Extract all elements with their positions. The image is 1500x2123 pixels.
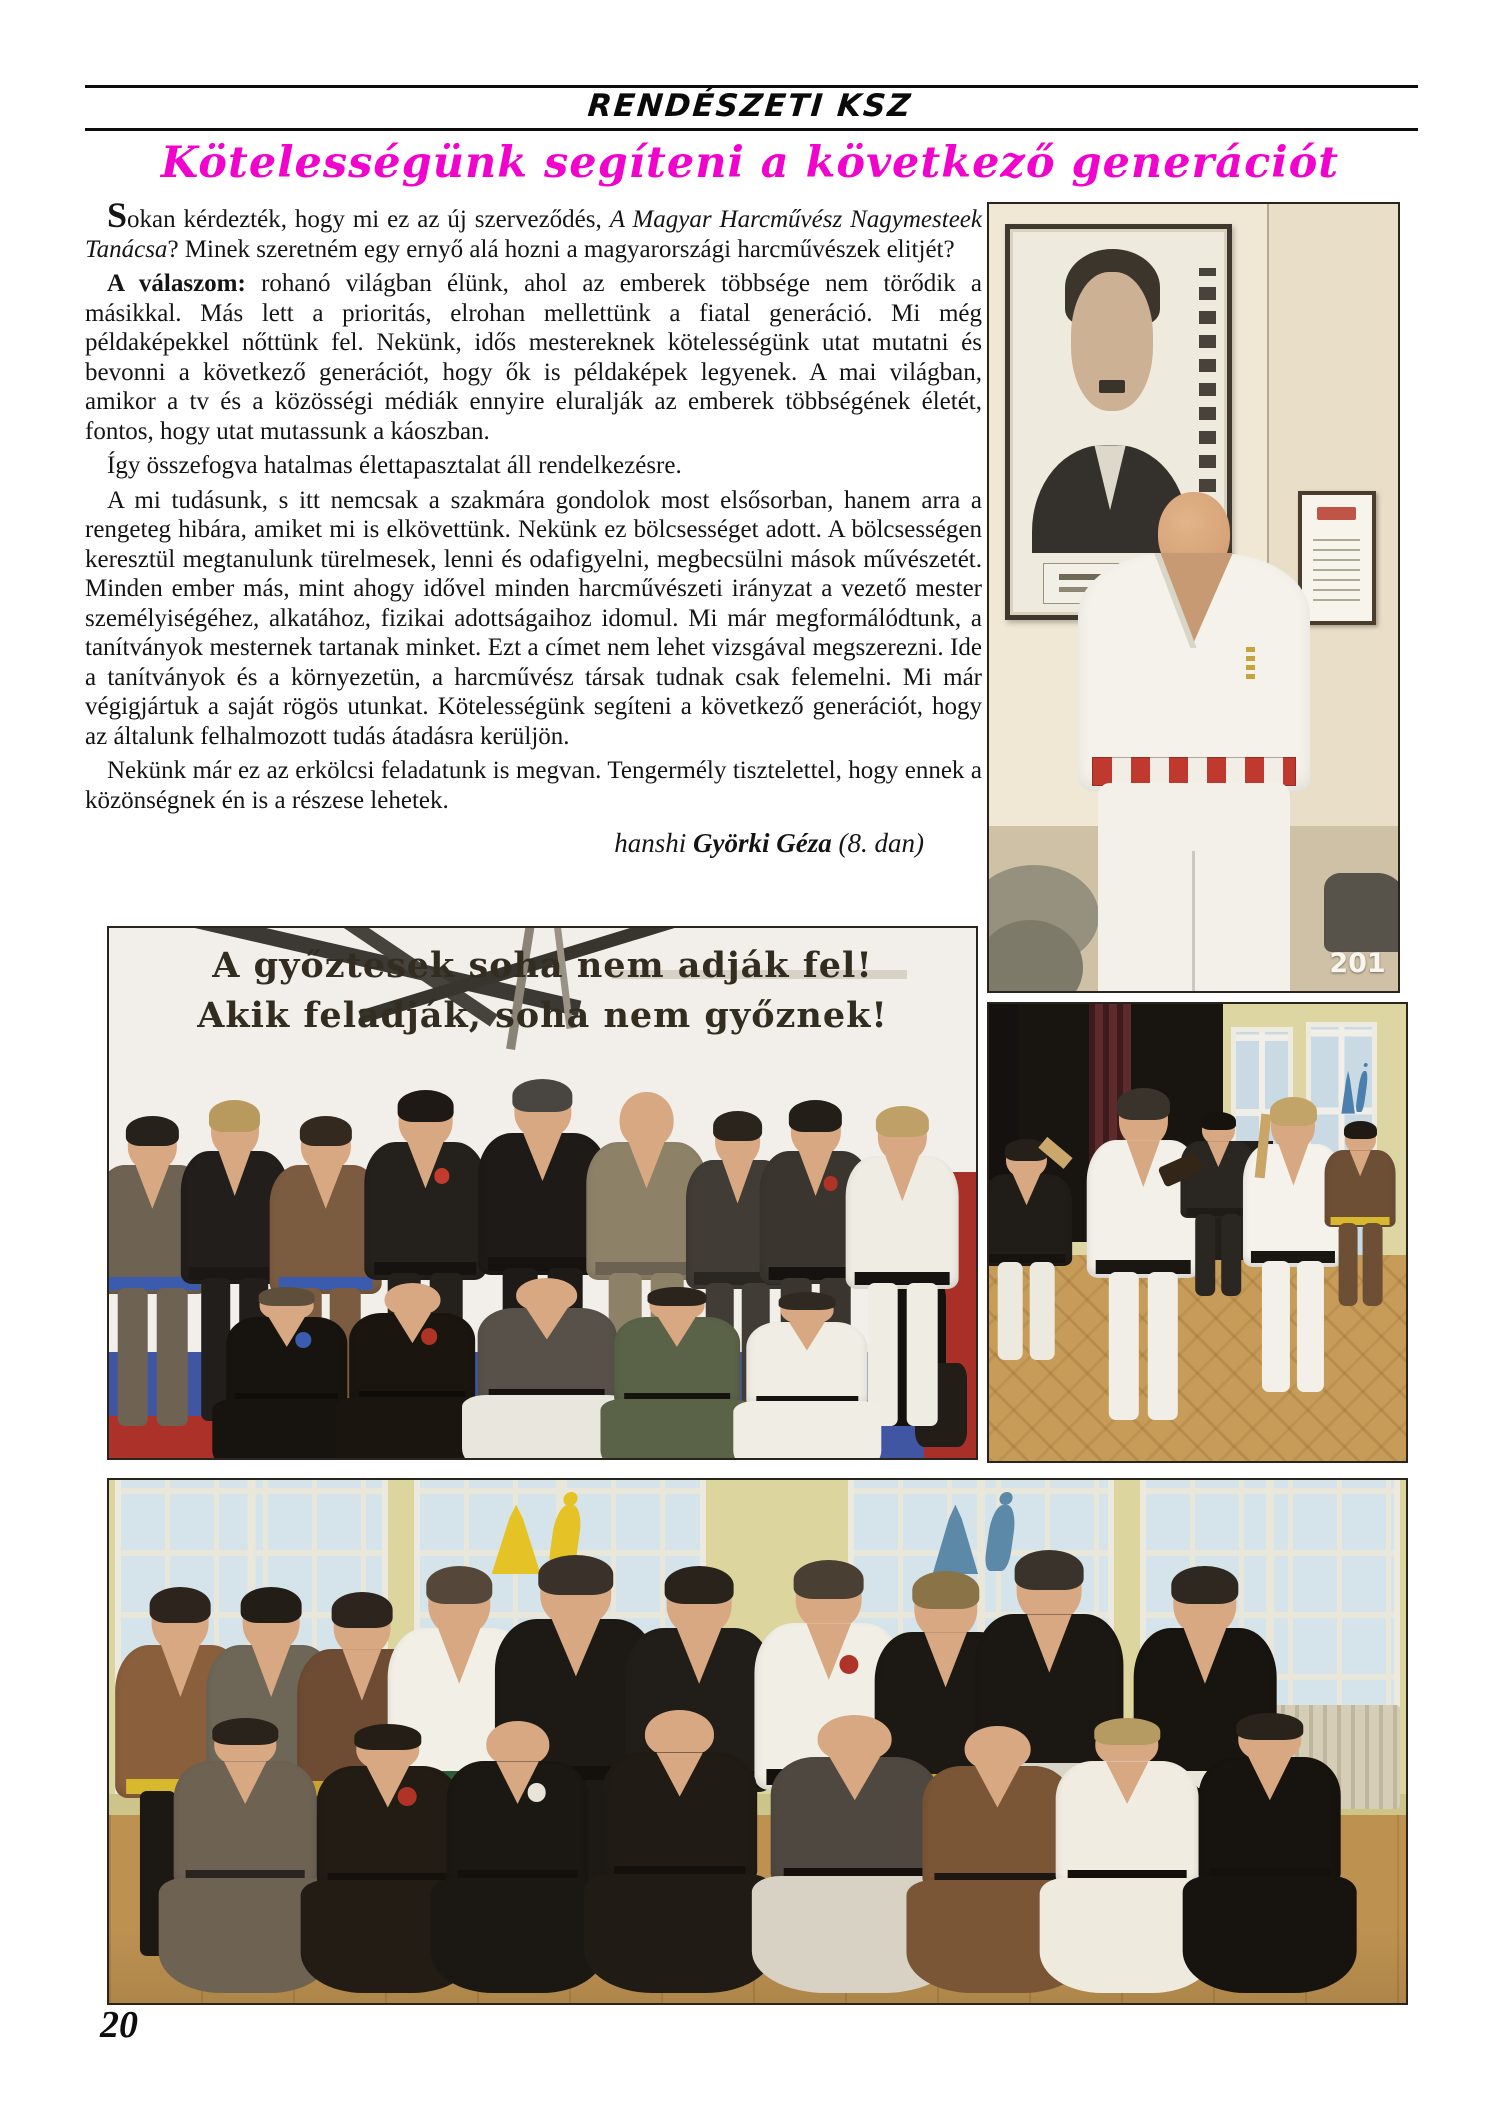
header-rule-bottom bbox=[85, 128, 1418, 131]
dancers-window-decal bbox=[1341, 1059, 1366, 1114]
signature-suffix: (8. dan) bbox=[831, 828, 924, 858]
person-head bbox=[818, 1715, 892, 1762]
person-head bbox=[645, 1710, 713, 1758]
paragraph-2-lead: A válaszom: bbox=[107, 270, 246, 297]
gi-patch bbox=[295, 1332, 311, 1348]
person-figure bbox=[987, 1141, 1072, 1360]
wall-text-line-2: Akik feladják, soha nem győznek! bbox=[197, 994, 888, 1036]
drop-cap: S bbox=[107, 195, 128, 235]
person-head bbox=[965, 1726, 1031, 1771]
person-head bbox=[649, 1288, 704, 1320]
person-head bbox=[428, 1569, 491, 1636]
person-head bbox=[796, 1564, 862, 1632]
signature-name: Györki Géza bbox=[693, 828, 832, 858]
person-gi bbox=[770, 1757, 939, 1885]
person-figure bbox=[602, 1710, 758, 1992]
author-signature bbox=[85, 829, 982, 859]
person-head bbox=[1017, 1553, 1083, 1622]
person-head bbox=[1119, 1091, 1169, 1147]
signature-prefix: hanshi bbox=[614, 828, 694, 858]
person-gi bbox=[1325, 1150, 1396, 1227]
gi-patch bbox=[839, 1655, 858, 1674]
paragraph-2-text: rohanó világban élünk, ahol az emberek többsége nem törődik a másikkal. Más lett a prioritás, elrohan mellettünk a fiatal generáció. Mi még példaképekkel nőttünk fel. Nekünk, idős mestereknek kötelességünk utat mutatni és bevonni a következő generációt, hogy ők is példaképek legyenek. A mai világban, amikor a tv és a közösségi médiák ennyire eluralják az emberek többségének életét, fontos, hogy utat mutassunk a káoszban. bbox=[85, 270, 982, 445]
person-gi bbox=[174, 1761, 317, 1886]
paragraph-1-text: okan kérdezték, hogy mi ez az új szerveződés, bbox=[127, 206, 610, 233]
person-legs bbox=[117, 1288, 187, 1426]
certificate-text-lines bbox=[1313, 531, 1360, 602]
paragraph-2 bbox=[85, 269, 982, 446]
certificate-logo bbox=[1317, 507, 1356, 521]
wall-text-line-1: A győztesek soha nem adják fel! bbox=[212, 945, 873, 987]
person-figure bbox=[174, 1721, 317, 1993]
article-title: Kötelességünk segíteni a következő generációt bbox=[160, 138, 1340, 188]
person-gi bbox=[923, 1766, 1072, 1889]
paragraph-3-text: Így összefogva hatalmas élettapasztalat áll rendelkezésre. bbox=[107, 452, 682, 479]
hall-group-people bbox=[109, 1480, 1406, 2003]
paragraph-4-text: A mi tudásunk, s itt nemcsak a szakmára gondolok most elsősorban, hanem arra a rengeteg hibára, amiket mi is elkövettünk. Nekünk ez bölcsességet adott. A bölcsességen keresztül megtanulunk türelmesek, lenni és odafigyelni, megbecsülni mások művészetét. Minden ember más, mint ahogy idővel minden harcművészeti irányzat a vezető mester személyiségéhez, alkatához, fizikai adottságaihoz idomul. Mi már megformálódtunk, a tanítványok mesternek tartanak minket. Ezt a címet nem lehet vizsgával megszerezni. Ide a tanítványok és a környezetün, a harcművész társak tudnak csak felemelni. Mi már végigjártuk a saját rögös utunkat. Kötelességünk segíteni a következő generációt, hogy az általunk felhalmozott tudás átadásra kerüljön. bbox=[85, 486, 982, 750]
article-body bbox=[85, 197, 982, 859]
gi-embroidery bbox=[1246, 645, 1255, 679]
person-legs bbox=[600, 1399, 753, 1460]
person-gi bbox=[846, 1156, 959, 1290]
person-gi bbox=[1198, 1757, 1341, 1885]
photo-dojo-group bbox=[107, 926, 978, 1460]
person-head bbox=[1096, 1721, 1159, 1767]
wall-certificate bbox=[1298, 491, 1376, 625]
person-head bbox=[214, 1721, 277, 1767]
red-white-master-belt bbox=[1092, 757, 1296, 786]
person-legs bbox=[1183, 1876, 1357, 1992]
page-number: 20 bbox=[100, 2004, 138, 2046]
person-head bbox=[486, 1721, 549, 1767]
photo-date-stamp: 201 bbox=[1329, 948, 1386, 980]
person-head bbox=[1345, 1123, 1376, 1154]
person-head bbox=[514, 1082, 571, 1140]
person-figure bbox=[614, 1288, 740, 1460]
person-head bbox=[1202, 1114, 1235, 1145]
gi-patch bbox=[434, 1168, 450, 1184]
person-gi bbox=[1056, 1761, 1199, 1886]
person-figure bbox=[1198, 1715, 1341, 1992]
person-head bbox=[1238, 1715, 1301, 1762]
person-gi bbox=[987, 1174, 1072, 1266]
person-head bbox=[128, 1119, 178, 1171]
person-figure bbox=[1056, 1721, 1199, 1993]
person-legs bbox=[867, 1283, 937, 1426]
person-gi bbox=[614, 1317, 740, 1405]
photo-weapons-training bbox=[987, 1002, 1408, 1463]
person-head bbox=[666, 1569, 732, 1636]
person-figure bbox=[477, 1278, 616, 1460]
person-head bbox=[791, 1103, 841, 1157]
paragraph-5-text: Nekünk már ez az erkölcsi feladatunk is megvan. Tengermély tisztelettel, hogy ennek a közönségnek én is a részese lehetek. bbox=[85, 757, 982, 814]
person-head bbox=[152, 1590, 209, 1652]
person-head bbox=[878, 1108, 928, 1162]
paragraph-1 bbox=[85, 197, 982, 264]
person-gi bbox=[477, 1308, 616, 1401]
gi-patch bbox=[823, 1176, 838, 1191]
person-head bbox=[399, 1092, 452, 1148]
master-gi-pants bbox=[1098, 783, 1290, 993]
person-head bbox=[914, 1574, 977, 1640]
person-head bbox=[243, 1590, 300, 1652]
person-legs bbox=[1338, 1223, 1382, 1305]
master-gi-jacket bbox=[1078, 553, 1310, 791]
person-gi bbox=[350, 1313, 476, 1403]
portrait-mustache bbox=[1099, 380, 1125, 393]
person-head bbox=[385, 1283, 440, 1316]
person-gi bbox=[746, 1322, 867, 1407]
person-figure bbox=[1325, 1123, 1396, 1306]
person-legs bbox=[1262, 1261, 1324, 1393]
photo-master-portrait bbox=[987, 202, 1400, 993]
photo-hall-group bbox=[107, 1478, 1408, 2005]
person-head bbox=[1174, 1569, 1237, 1636]
paragraph-1-tail: ? Minek szeretném egy ernyő alá hozni a magyarországi harcművészek elitjét? bbox=[167, 235, 955, 263]
person-head bbox=[301, 1119, 351, 1171]
motivational-wall-text bbox=[109, 941, 976, 1040]
magazine-section-header: RENDÉSZETI KSZ bbox=[586, 88, 914, 124]
paragraph-4 bbox=[85, 486, 982, 752]
person-legs bbox=[733, 1401, 881, 1460]
person-legs bbox=[585, 1874, 775, 1993]
gi-patch bbox=[528, 1783, 547, 1802]
paragraph-1-italic: A Magyar Harcművész Nagymesteek Tanácsa bbox=[85, 206, 982, 263]
paragraph-5 bbox=[85, 756, 982, 815]
person-head bbox=[715, 1114, 761, 1166]
person-legs bbox=[1195, 1214, 1242, 1296]
person-head bbox=[1271, 1100, 1315, 1150]
floor-bag bbox=[1324, 873, 1400, 952]
person-gi bbox=[317, 1766, 460, 1889]
paragraph-3 bbox=[85, 451, 982, 481]
person-head bbox=[780, 1294, 833, 1326]
person-head bbox=[516, 1278, 577, 1312]
person-legs bbox=[998, 1262, 1055, 1361]
person-head bbox=[620, 1092, 673, 1148]
person-head bbox=[260, 1288, 313, 1320]
person-figure bbox=[226, 1288, 347, 1460]
person-head bbox=[540, 1558, 611, 1626]
person-gi bbox=[365, 1142, 486, 1280]
person-legs bbox=[431, 1878, 605, 1992]
person-head bbox=[333, 1595, 390, 1656]
gi-patch bbox=[398, 1787, 417, 1806]
person-legs bbox=[1108, 1272, 1178, 1420]
person-head bbox=[211, 1103, 259, 1157]
person-gi bbox=[446, 1761, 589, 1886]
person-figure bbox=[350, 1283, 476, 1460]
person-head bbox=[356, 1726, 419, 1771]
person-figure bbox=[746, 1294, 867, 1460]
portrait-kanji-column bbox=[1199, 268, 1216, 492]
person-figure bbox=[446, 1721, 589, 1993]
person-gi bbox=[602, 1752, 758, 1882]
person-gi bbox=[226, 1317, 347, 1405]
